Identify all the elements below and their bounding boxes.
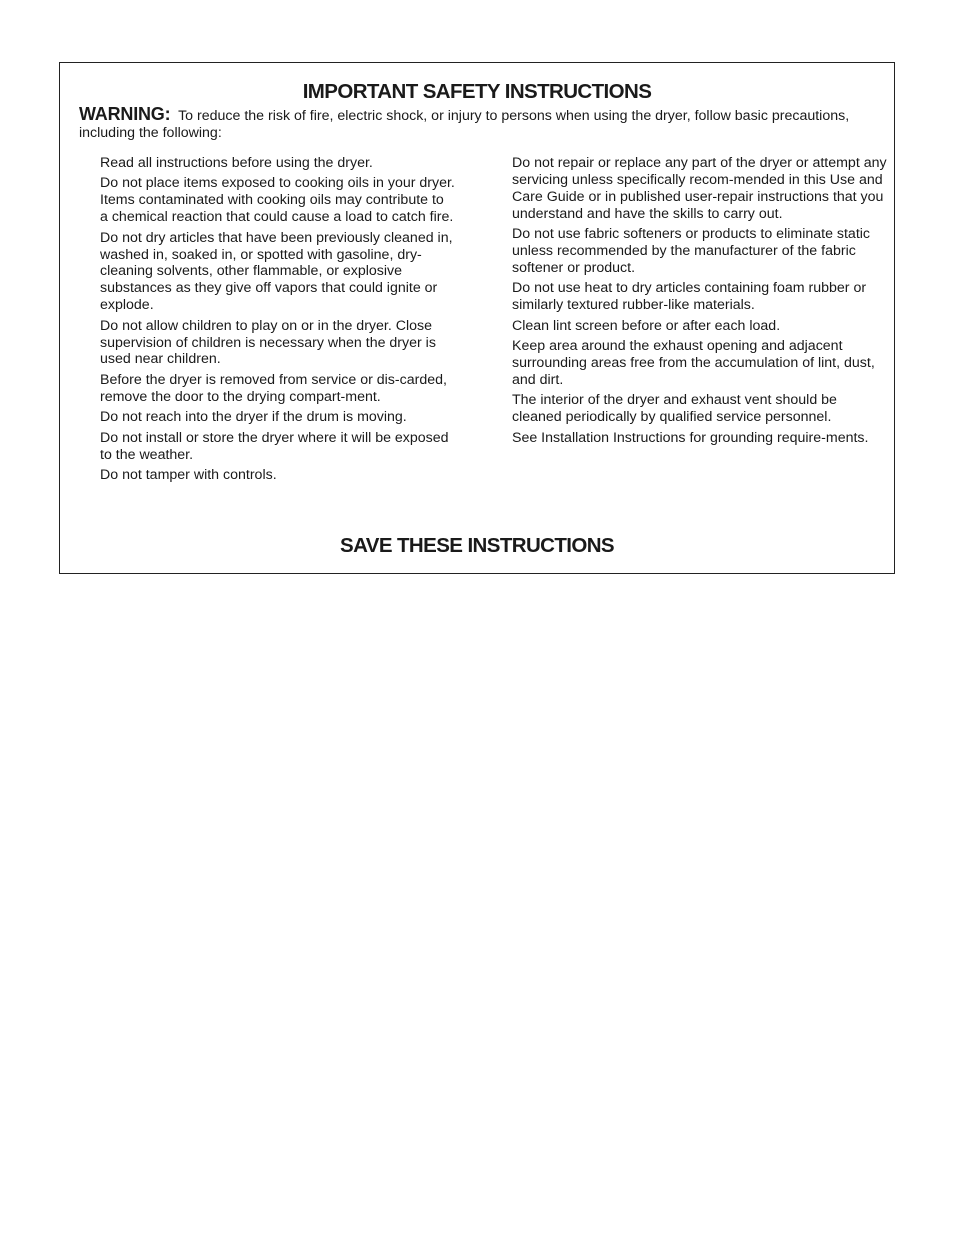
save-instructions-title: SAVE THESE INSTRUCTIONS [340, 534, 614, 557]
list-item: Do not dry articles that have been previously cleaned in, washed in, soaked in, or spotted with gasoline, dry-cleaning solvents, other flammable, or explosive substances as they give off vapors that could ignite or explode. [100, 229, 453, 314]
list-item: Before the dryer is removed from service or dis-carded, remove the door to the drying compart-ment. [100, 371, 447, 405]
safety-instructions-box [59, 62, 895, 574]
list-item: Do not allow children to play on or in the dryer. Close supervision of children is necessary when the dryer is used near children. [100, 317, 436, 368]
list-item: See Installation Instructions for grounding require-ments. [512, 429, 869, 446]
warning-label: WARNING: [79, 104, 171, 124]
list-item: Read all instructions before using the dryer. [100, 155, 373, 171]
list-item: Do not repair or replace any part of the dryer or attempt any servicing unless specifically recom-mended in this Use and Care Guide or in published user-repair instructions that you understand and have the skills to carry out. [512, 155, 887, 222]
list-item: Do not reach into the dryer if the drum is moving. [100, 409, 407, 426]
right-instruction-list [512, 155, 890, 450]
list-item: Do not tamper with controls. [100, 466, 277, 483]
left-instruction-list [100, 155, 455, 487]
warning-text: To reduce the risk of fire, electric shock, or injury to persons when using the dryer, follow basic precautions, including the following: [79, 108, 850, 141]
list-item: The interior of the dryer and exhaust vent should be cleaned periodically by qualified service personnel. [512, 392, 837, 426]
list-item: Do not use fabric softeners or products to eliminate static unless recommended by the manufacturer of the fabric softener or product. [512, 226, 871, 276]
safety-title: IMPORTANT SAFETY INSTRUCTIONS [302, 80, 652, 103]
list-item: Keep area around the exhaust opening and adjacent surrounding areas free from the accumulation of lint, dust, and dirt. [512, 338, 875, 388]
warning-paragraph [79, 106, 879, 142]
list-item: Clean lint screen before or after each load. [512, 317, 781, 334]
list-item: Do not use heat to dry articles containing foam rubber or similarly textured rubber-like materials. [512, 280, 867, 314]
list-item: Do not place items exposed to cooking oils in your dryer. Items contaminated with cooking oils may contribute to a chemical reaction that could cause a load to catch fire. [100, 175, 455, 226]
list-item: Do not install or store the dryer where it will be exposed to the weather. [100, 429, 449, 463]
